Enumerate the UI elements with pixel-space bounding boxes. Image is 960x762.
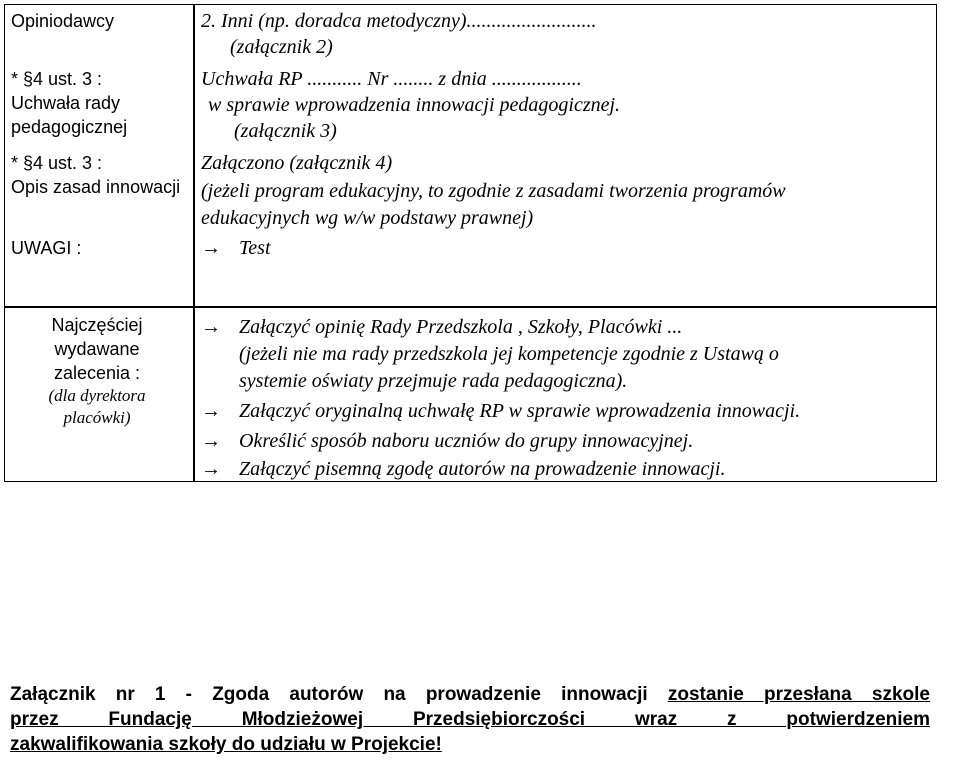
arrow-right-icon: → bbox=[201, 430, 221, 452]
row2-line1: Uchwała RP ........... Nr ........ z dnia .................. bbox=[201, 68, 582, 90]
recommendation-note-line1: (jeżeli nie ma rady przedszkola jej kompetencje zgodnie z Ustawą o bbox=[239, 343, 779, 365]
uwagi-value bbox=[201, 236, 271, 260]
label-line: * §4 ust. 3 : bbox=[11, 69, 103, 89]
row3-line2: (jeżeli program edukacyjny, to zgodnie z zasadami tworzenia programów bbox=[201, 180, 786, 202]
row-divider bbox=[5, 306, 936, 308]
document-table bbox=[4, 4, 937, 482]
label-line: (dla dyrektora bbox=[48, 386, 146, 405]
label-opis-zasad bbox=[11, 151, 180, 199]
recommendation-text: Załączyć pisemną zgodę autorów na prowadzenie innowacji. bbox=[239, 458, 726, 480]
row3-attachment: (załącznik 4) bbox=[289, 152, 393, 174]
label-line: Najczęściej bbox=[51, 315, 143, 335]
footer-line2: przez Fundację Młodzieżowej Przedsiębiorczości wraz z potwierdzeniem bbox=[10, 709, 930, 730]
footer-note bbox=[10, 682, 930, 757]
arrow-right-icon: → bbox=[201, 458, 221, 480]
arrow-right-icon: → bbox=[201, 316, 221, 338]
recommendation-note-line2: systemie oświaty przejmuje rada pedagogiczna). bbox=[239, 370, 628, 392]
row3-line3: edukacyjnych wg w/w podstawy prawnej) bbox=[201, 207, 534, 229]
label-opiniodawcy: Opiniodawcy bbox=[11, 11, 115, 31]
arrow-right-icon: → bbox=[201, 400, 221, 422]
recommendation-text: Określić sposób naboru uczniów do grupy innowacyjnej. bbox=[239, 430, 694, 452]
label-zalecenia bbox=[5, 313, 189, 429]
recommendation-item bbox=[201, 399, 800, 423]
recommendation-text: Załączyć opinię Rady Przedszkola , Szkoły, Placówki ... bbox=[239, 316, 683, 338]
label-line: wydawane bbox=[54, 339, 140, 359]
recommendation-text: Załączyć oryginalną uchwałę RP w sprawie wprowadzenia innowacji. bbox=[239, 400, 801, 422]
row2-line3: (załącznik 3) bbox=[234, 120, 337, 142]
footer-text: Załącznik nr 1 - Zgoda autorów na prowadzenie innowacji bbox=[10, 684, 668, 705]
uwagi-text: Test bbox=[239, 237, 271, 259]
label-line: placówki) bbox=[63, 408, 131, 427]
row3-line1 bbox=[201, 151, 392, 175]
footer-underlined: zostanie przesłana szkole bbox=[667, 684, 930, 705]
label-uwagi: UWAGI : bbox=[11, 238, 82, 258]
row1-line1: 2. Inni (np. doradca metodyczny).......................... bbox=[201, 10, 597, 32]
footer-line3: zakwalifikowania szkoły do udziału w Projekcie! bbox=[10, 734, 442, 755]
label-line: zalecenia : bbox=[53, 363, 141, 383]
row2-line2: w sprawie wprowadzenia innowacji pedagogicznej. bbox=[208, 94, 621, 116]
footer-line1 bbox=[10, 682, 930, 707]
label-line: pedagogicznej bbox=[11, 117, 128, 137]
label-line: * §4 ust. 3 : bbox=[11, 153, 103, 173]
row1-line2: (załącznik 2) bbox=[230, 36, 333, 58]
label-line: Opis zasad innowacji bbox=[11, 177, 181, 197]
label-line: Uchwała rady bbox=[11, 93, 121, 113]
recommendation-item bbox=[201, 429, 693, 453]
label-uchwala-rady bbox=[11, 67, 127, 139]
row3-prefix: Załączono bbox=[201, 152, 290, 174]
recommendation-item bbox=[201, 315, 682, 339]
arrow-right-icon: → bbox=[201, 237, 221, 259]
column-divider bbox=[193, 5, 195, 481]
recommendation-item bbox=[201, 457, 725, 481]
